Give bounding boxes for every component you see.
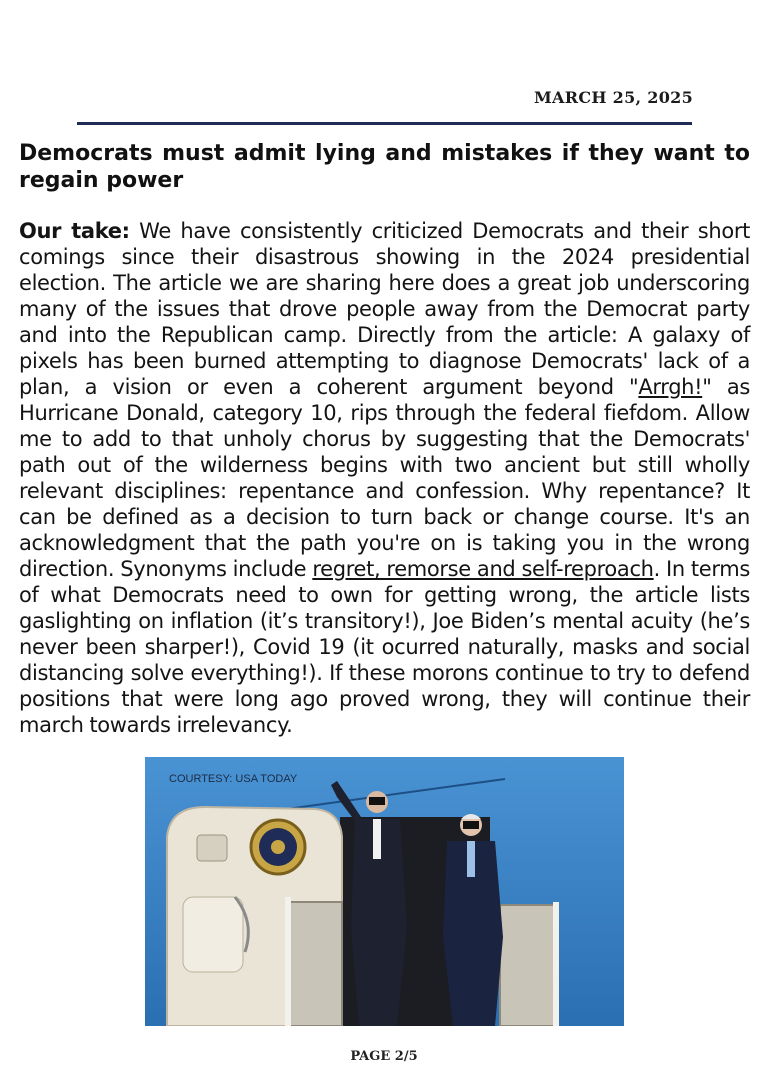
synonyms-link[interactable]: regret, remorse and self-reproach	[312, 557, 654, 581]
body-text-2: " as Hurricane Donald, category 10, rips through the federal fiefdom. Allow me to add to that unholy chorus by suggesting that the Democrats' path out of the wilderness begins with two ancient but still wholly relevant disciplines: repentance and confession. Why repentance? It can be defined as a decision to turn back or change course. It's an acknowledgment that the path you're on is taking you in the wrong direction. Synonyms include	[19, 375, 751, 581]
article-photo	[145, 757, 624, 1026]
body-text-1: We have consistently criticized Democrats and their short comings since their disastrous showing in the 2024 presidential election. The article we are sharing here does a great job underscoring many of the issues that drove people away from the Democrat party and into the Republican camp. Directly from the article: A galaxy of pixels has been burned attempting to diagnose Democrats' lack of a plan, a vision or even a coherent argument beyond "	[19, 219, 750, 399]
photo-credit: COURTESY: USA TODAY	[169, 773, 298, 785]
page-number: PAGE 2/5	[350, 1049, 418, 1064]
air-force-one-illustration	[145, 757, 624, 1026]
issue-date: MARCH 25, 2025	[534, 88, 693, 107]
person-standing	[443, 814, 503, 1026]
body-text-3: . In terms of what Democrats need to own for getting wrong, the article lists gaslighting on inflation (it’s transitory!), Joe Biden’s mental acuity (he’s never been sharper!), Covid 19 (it ocurred naturally, masks and social distancing solve everything!). If these morons continue to try to defend positions that were long ago proved wrong, they will continue their march towards irrelevancy.	[19, 557, 750, 737]
header-divider	[77, 122, 692, 125]
article-body	[19, 218, 750, 738]
arrgh-link[interactable]: Arrgh!	[638, 375, 703, 399]
article-headline: Democrats must admit lying and mistakes if they want to regain power	[19, 141, 750, 193]
lead-label: Our take:	[19, 219, 130, 243]
